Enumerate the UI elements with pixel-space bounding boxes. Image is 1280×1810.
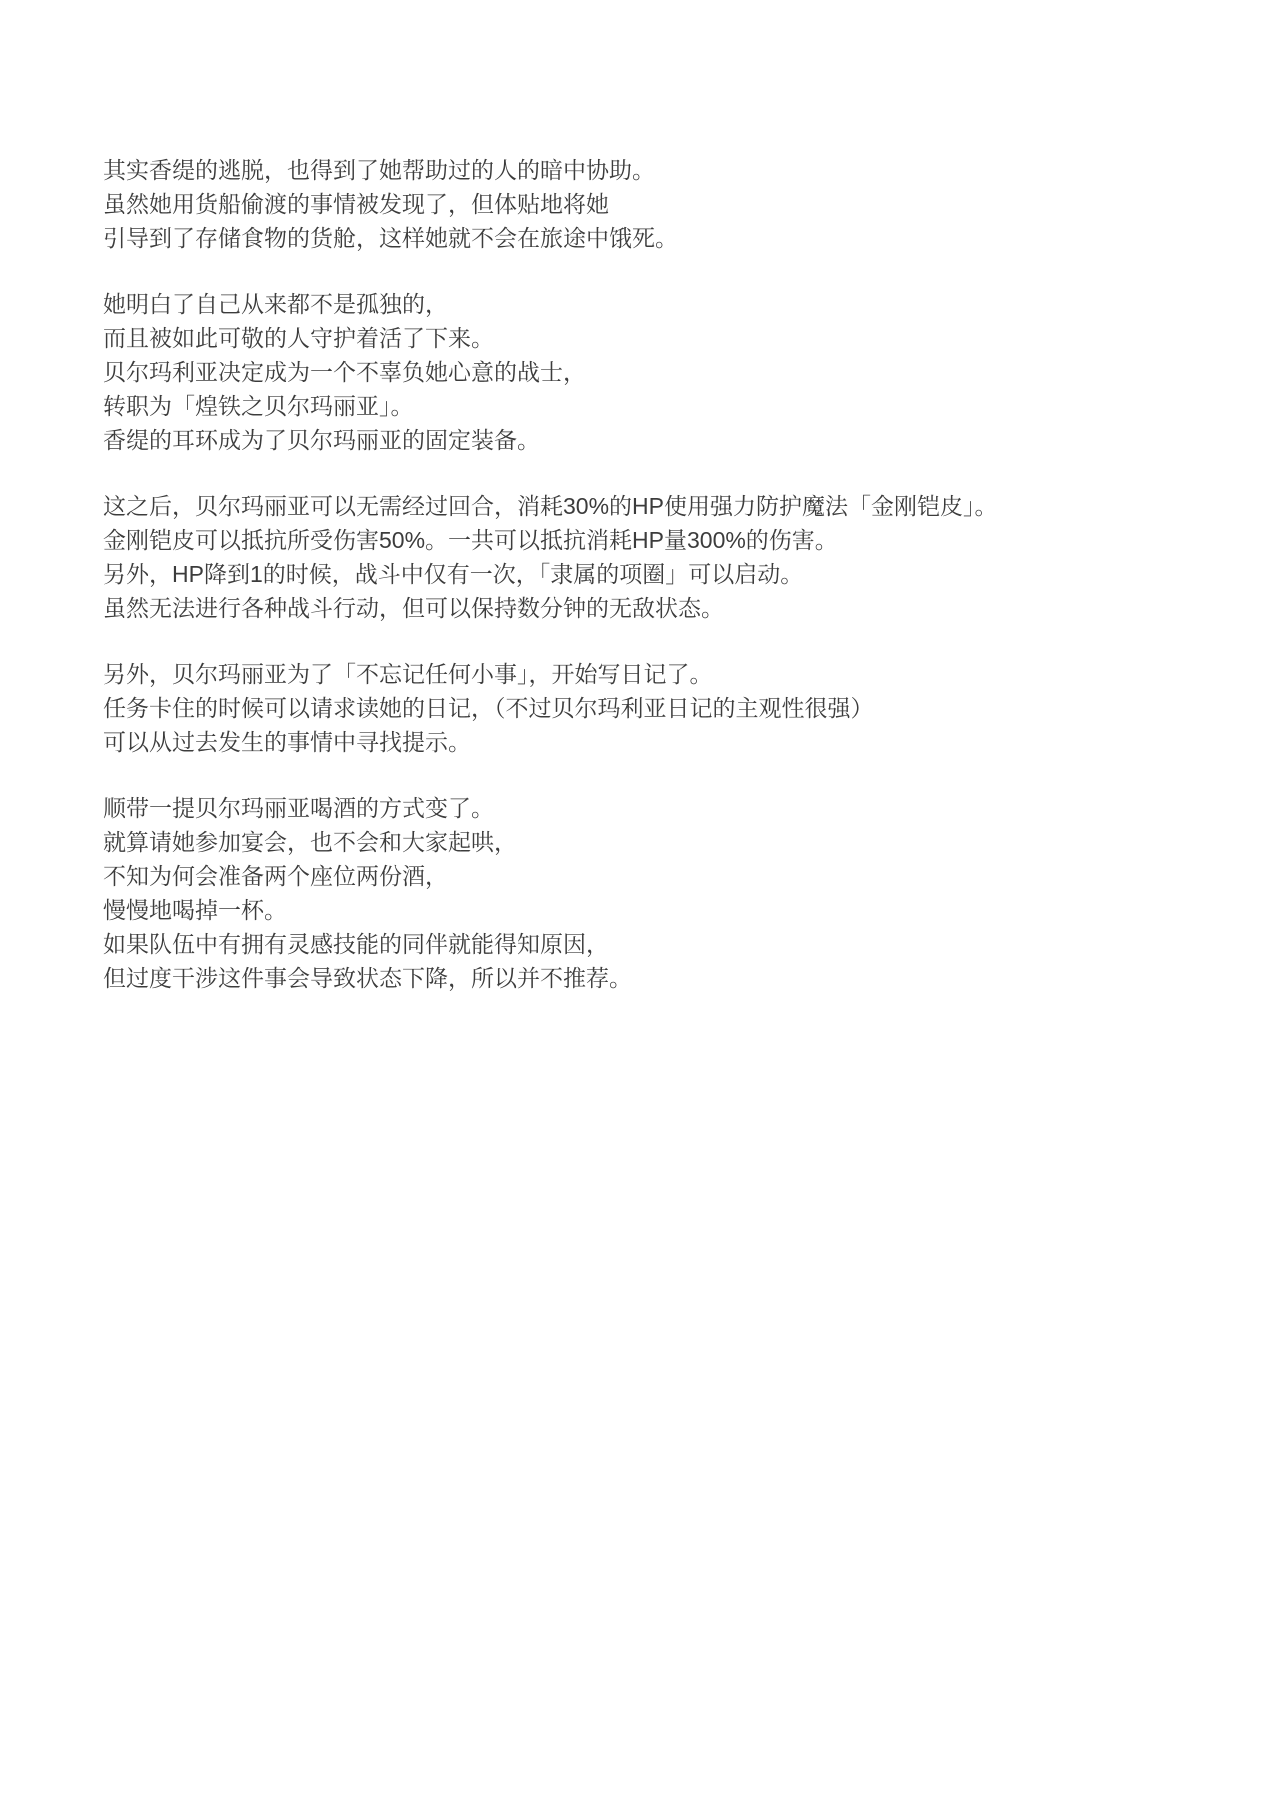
paragraph-1 <box>103 153 1193 255</box>
text-line: 可以从过去发生的事情中寻找提示。 <box>103 729 471 755</box>
text-line: 但过度干涉这件事会导致状态下降，所以并不推荐。 <box>103 965 632 991</box>
paragraph-3 <box>103 489 1193 625</box>
text-line: 转职为「煌铁之贝尔玛丽亚」。 <box>103 393 414 419</box>
text-line: 其实香缇的逃脱，也得到了她帮助过的人的暗中协助。 <box>103 157 655 183</box>
text-block <box>103 153 1193 995</box>
paragraph-5 <box>103 791 1193 995</box>
text-line: 虽然无法进行各种战斗行动，但可以保持数分钟的无敌状态。 <box>103 595 724 621</box>
text-line: 另外，贝尔玛丽亚为了「不忘记任何小事」，开始写日记了。 <box>103 661 713 687</box>
text-line: 就算请她参加宴会，也不会和大家起哄， <box>103 829 517 855</box>
text-line: 不知为何会准备两个座位两份酒， <box>103 863 448 889</box>
paragraph-4 <box>103 657 1193 759</box>
text-line: 她明白了自己从来都不是孤独的， <box>103 291 448 317</box>
text-line: 顺带一提贝尔玛丽亚喝酒的方式变了。 <box>103 795 494 821</box>
text-line: 这之后，贝尔玛丽亚可以无需经过回合，消耗30%的HP使用强力防护魔法「金刚铠皮」。 <box>103 493 998 519</box>
text-line: 慢慢地喝掉一杯。 <box>103 897 287 923</box>
text-line: 而且被如此可敬的人守护着活了下来。 <box>103 325 494 351</box>
paragraph-2 <box>103 287 1193 457</box>
text-line: 香缇的耳环成为了贝尔玛丽亚的固定装备。 <box>103 427 540 453</box>
text-line: 另外，HP降到1的时候，战斗中仅有一次，「隶属的项圈」可以启动。 <box>103 561 804 587</box>
text-line: 虽然她用货船偷渡的事情被发现了，但体贴地将她 <box>103 191 609 217</box>
text-line: 贝尔玛利亚决定成为一个不辜负她心意的战士， <box>103 359 586 385</box>
text-line: 引导到了存储食物的货舱，这样她就不会在旅途中饿死。 <box>103 225 678 251</box>
text-line: 任务卡住的时候可以请求读她的日记，（不过贝尔玛利亚日记的主观性很强） <box>103 695 874 721</box>
text-line: 如果队伍中有拥有灵感技能的同伴就能得知原因， <box>103 931 609 957</box>
text-line: 金刚铠皮可以抵抗所受伤害50%。一共可以抵抗消耗HP量300%的伤害。 <box>103 527 838 553</box>
